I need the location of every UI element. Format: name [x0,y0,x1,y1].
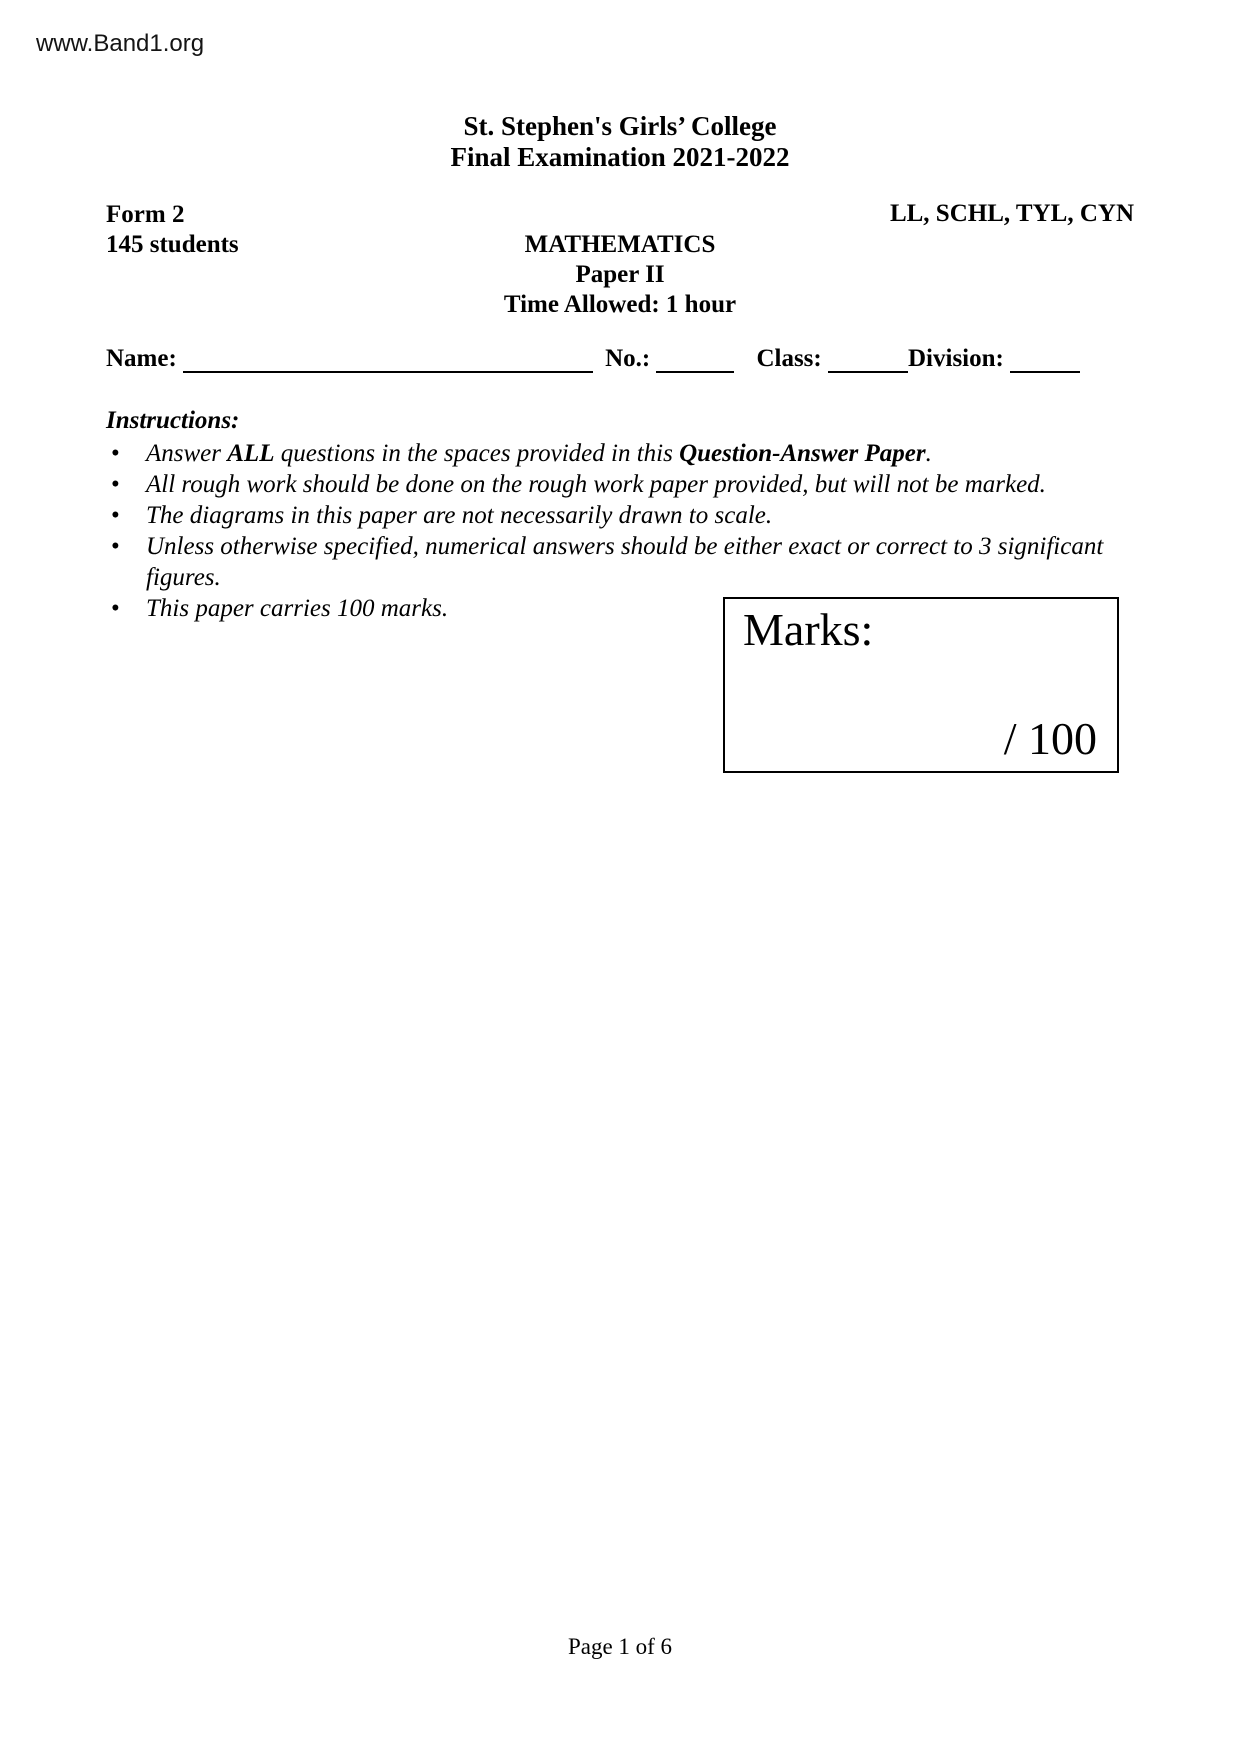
class-label: Class: [756,345,828,372]
instruction-item [106,500,1146,531]
instruction-text: Answer ALL questions in the spaces provided in this Question-Answer Paper. [146,440,932,467]
bullet-icon: • [111,533,120,560]
subject-block [0,230,1240,320]
instruction-text: All rough work should be done on the rough work paper provided, but will not be marked. [146,471,1046,498]
school-name: St. Stephen's Girls’ College [463,111,777,141]
instruction-text: The diagrams in this paper are not necessarily drawn to scale. [146,502,773,529]
watermark-text: www.Band1.org [36,30,205,57]
no-label: No.: [605,345,657,372]
title-block [0,111,1240,173]
bullet-icon: • [111,502,120,529]
marks-label: Marks: [743,604,874,655]
instruction-item [106,531,1146,593]
page-number: Page 1 of 6 [567,1634,673,1659]
bullet-icon: • [111,440,120,467]
division-label: Division: [908,345,1011,372]
exam-title: Final Examination 2021-2022 [450,142,790,172]
instruction-text: This paper carries 100 marks. [146,595,449,622]
no-input-line[interactable] [656,363,734,373]
time-allowed: Time Allowed: 1 hour [503,291,737,318]
teacher-initials: LL, SCHL, TYL, CYN [889,200,1134,227]
form-level: Form 2 [106,201,185,228]
instruction-text: Unless otherwise specified, numerical answers should be either exact or correct to 3 significant figures. [146,533,1104,591]
instruction-item [106,469,1146,500]
division-input-line[interactable] [1010,363,1080,373]
instructions-heading: Instructions: [106,407,240,434]
bullet-icon: • [111,595,120,622]
instructions-section [106,405,1146,624]
instruction-item [106,438,1146,469]
students-count: 145 students [106,231,239,258]
bullet-icon: • [111,471,120,498]
marks-total: / 100 [1003,713,1097,764]
name-input-line[interactable] [183,363,593,373]
name-label: Name: [106,345,184,372]
student-info-row [106,341,1102,373]
subject-name: MATHEMATICS [524,231,716,258]
marks-box [723,597,1119,773]
paper-number: Paper II [575,261,665,288]
class-input-line[interactable] [828,363,908,373]
